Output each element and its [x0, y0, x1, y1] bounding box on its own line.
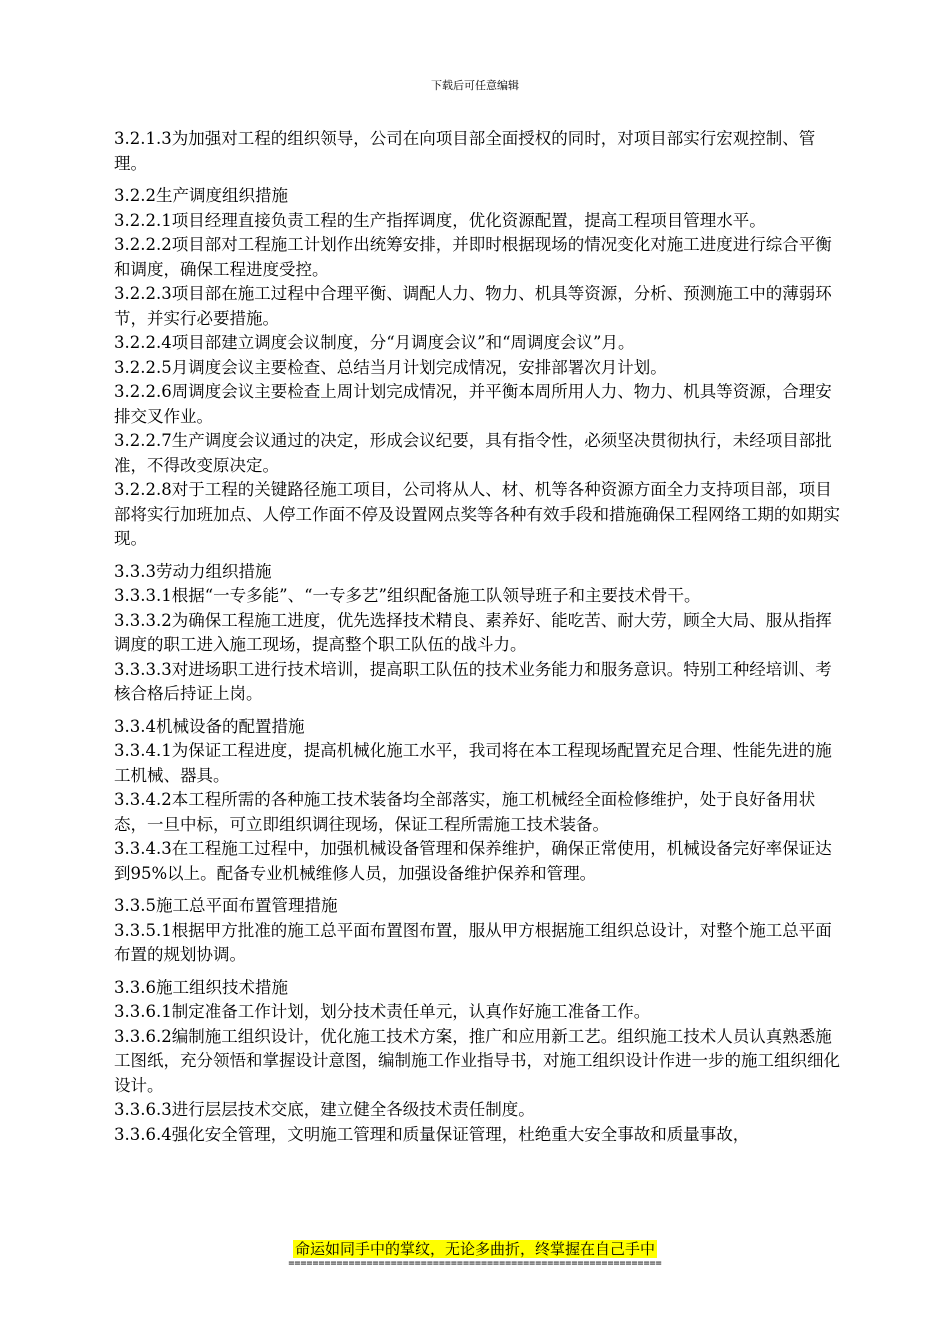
paragraph-3-3-4-2: 3.3.4.2本工程所需的各种施工技术装备均全部落实，施工机械经全面检修维护，处于良好备用状态，一旦中标，可立即组织调往现场，保证工程所需施工技术装备。	[114, 790, 816, 834]
section-heading-3-3-6: 3.3.6施工组织技术措施	[114, 977, 288, 997]
paragraph-3-3-6-1: 3.3.6.1制定准备工作计划，划分技术责任单元，认真作好施工准备工作。	[114, 1002, 651, 1021]
document-body	[114, 127, 844, 1147]
footer-divider: ==============================================================	[288, 1258, 662, 1269]
paragraph-3-2-2-7: 3.2.2.7生产调度会议通过的决定，形成会议纪要，具有指令性，必须坚决贯彻执行，未经项目部批准，不得改变原决定。	[114, 431, 832, 475]
paragraph-3-3-3-2: 3.3.3.2为确保工程施工进度，优先选择技术精良、素养好、能吃苦、耐大劳，顾全大局、服从指挥调度的职工进入施工现场，提高整个职工队伍的战斗力。	[114, 610, 832, 654]
paragraph-3-2-2-5: 3.2.2.5月调度会议主要检查、总结当月计划完成情况，安排部署次月计划。	[114, 357, 667, 377]
footer-motto	[0, 1240, 950, 1258]
section-heading-3-3-3: 3.3.3劳动力组织措施	[114, 561, 272, 581]
paragraph-3-3-4-3: 3.3.4.3在工程施工过程中，加强机械设备管理和保养维护，确保正常使用，机械设备完好率保证达到95%以上。配备专业机械维修人员，加强设备维护保养和管理。	[114, 839, 832, 883]
paragraph-3-2-2-6: 3.2.2.6周调度会议主要检查上周计划完成情况，并平衡本周所用人力、物力、机具等资源，合理安排交叉作业。	[114, 382, 832, 426]
paragraph-3-3-6-3: 3.3.6.3进行层层技术交底，建立健全各级技术责任制度。	[114, 1100, 535, 1119]
paragraph-3-2-1-3: 3.2.1.3为加强对工程的组织领导，公司在向项目部全面授权的同时，对项目部实行宏观控制、管理。	[114, 129, 816, 173]
paragraph-3-2-2-4: 3.2.2.4项目部建立调度会议制度，分“月调度会议”和“周调度会议”月。	[114, 333, 635, 352]
footer-motto-text: 命运如同手中的掌纹，无论多曲折，终掌握在自己手中	[294, 1240, 655, 1258]
paragraph-3-3-6-4: 3.3.6.4强化安全管理，文明施工管理和质量保证管理，杜绝重大安全事故和质量事故，	[114, 1124, 750, 1144]
paragraph-3-2-2-8: 3.2.2.8对于工程的关键路径施工项目，公司将从人、材、机等各种资源方面全力支持项目部，项目部将实行加班加点、人停工作面不停及设置网点奖等各种有效手段和措施确保工程网络工期的如期实现。	[114, 480, 840, 548]
paragraph-3-3-5-1: 3.3.5.1根据甲方批准的施工总平面布置图布置，服从甲方根据施工组织总设计，对整个施工总平面布置的规划协调。	[114, 920, 832, 964]
paragraph-3-3-3-3: 3.3.3.3对进场职工进行技术培训，提高职工队伍的技术业务能力和服务意识。特别工种经培训、考核合格后持证上岗。	[114, 659, 832, 703]
section-heading-3-3-5: 3.3.5施工总平面布置管理措施	[114, 896, 338, 915]
section-heading-3-3-4: 3.3.4机械设备的配置措施	[114, 716, 305, 736]
paragraph-3-2-2-1: 3.2.2.1项目经理直接负责工程的生产指挥调度，优化资源配置，提高工程项目管理水平。	[114, 210, 766, 230]
page-header: 下载后可任意编辑	[431, 79, 519, 92]
paragraph-3-3-6-2: 3.3.6.2编制施工组织设计，优化施工技术方案，推广和应用新工艺。组织施工技术人员认真熟悉施工图纸，充分领悟和掌握设计意图，编制施工作业指导书，对施工组织设计作进一步的施工组织细化设计。	[114, 1026, 840, 1095]
paragraph-3-2-2-2: 3.2.2.2项目部对工程施工计划作出统筹安排，并即时根据现场的情况变化对施工进度进行综合平衡和调度，确保工程进度受控。	[114, 235, 832, 279]
paragraph-3-3-4-1: 3.3.4.1为保证工程进度，提高机械化施工水平，我司将在本工程现场配置充足合理、性能先进的施工机械、器具。	[114, 741, 832, 785]
paragraph-3-3-3-1: 3.3.3.1根据“一专多能”、“一专多艺”组织配备施工队领导班子和主要技术骨干。	[114, 586, 701, 605]
paragraph-3-2-2-3: 3.2.2.3项目部在施工过程中合理平衡、调配人力、物力、机具等资源，分析、预测施工中的薄弱环节，并实行必要措施。	[114, 284, 832, 328]
section-heading-3-2-2: 3.2.2生产调度组织措施	[114, 186, 288, 205]
